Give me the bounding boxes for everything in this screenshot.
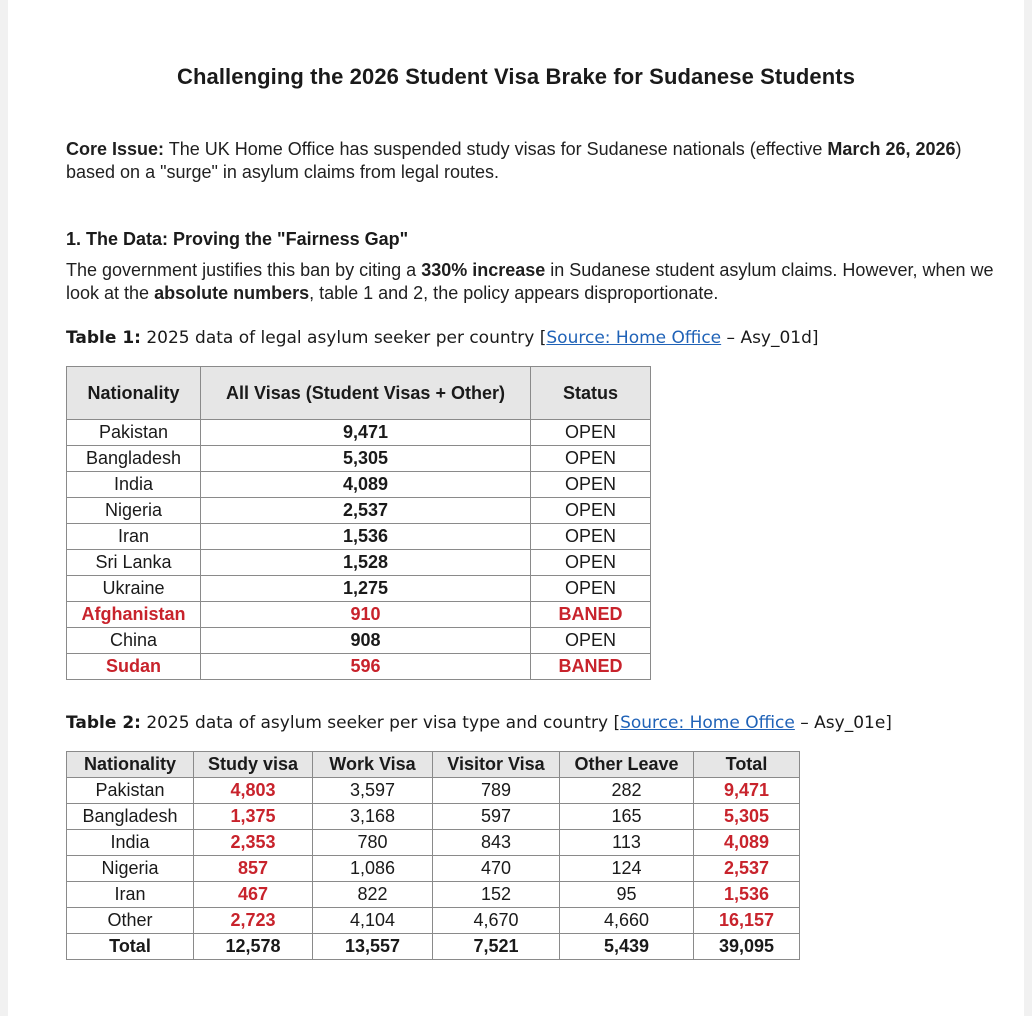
table-2-source-link[interactable]: Source: Home Office (620, 713, 795, 733)
section-1-text-c: , table 1 and 2, the policy appears disproportionate. (309, 283, 719, 303)
table-row (67, 446, 651, 472)
table-2-source-suffix: – Asy_01e] (794, 713, 892, 733)
visitor-visa-cell: 152 (433, 882, 560, 908)
section-1-text-a: The government justifies this ban by citing a (66, 260, 422, 280)
total-cell: 1,536 (694, 882, 800, 908)
table-1-caption-text: 2025 data of legal asylum seeker per country [ (140, 328, 547, 348)
nationality-cell: Pakistan (67, 420, 201, 446)
table-2-header-row (67, 752, 800, 778)
table-1-header-cell: Nationality (67, 367, 201, 420)
other-leave-cell: 165 (560, 804, 694, 830)
section-1-text-b: in Sudanese student asylum claims. However, when we look at the (66, 260, 994, 303)
status-cell: OPEN (531, 576, 651, 602)
core-issue-text-a: The UK Home Office has suspended study visas for Sudanese nationals (effective (164, 139, 828, 159)
table-2-header-cell: Total (694, 752, 800, 778)
status-cell: OPEN (531, 472, 651, 498)
nationality-cell: Ukraine (67, 576, 201, 602)
table-row (67, 576, 651, 602)
other-leave-cell: 95 (560, 882, 694, 908)
table-row (67, 602, 651, 628)
table-2-header-cell: Other Leave (560, 752, 694, 778)
work-visa-cell: 1,086 (313, 856, 433, 882)
status-cell: OPEN (531, 550, 651, 576)
visitor-visa-cell: 843 (433, 830, 560, 856)
all-visas-cell: 5,305 (201, 446, 531, 472)
table-1-source-link[interactable]: Source: Home Office (546, 328, 722, 348)
table-1-header-cell: Status (531, 367, 651, 420)
study-visa-cell: 467 (194, 882, 313, 908)
table-row (67, 472, 651, 498)
status-cell: OPEN (531, 498, 651, 524)
visitor-visa-total-cell: 7,521 (433, 934, 560, 960)
nationality-cell: Nigeria (67, 498, 201, 524)
core-issue-date: March 26, 2026 (827, 139, 956, 159)
work-visa-cell: 822 (313, 882, 433, 908)
table-2-header-cell: Work Visa (313, 752, 433, 778)
all-visas-cell: 1,275 (201, 576, 531, 602)
other-leave-total-cell: 5,439 (560, 934, 694, 960)
core-issue-label: Core Issue: (66, 139, 165, 159)
table-1-label: Table 1: (66, 328, 141, 348)
nationality-cell: Iran (67, 882, 194, 908)
status-cell: BANED (531, 602, 651, 628)
other-leave-cell: 4,660 (560, 908, 694, 934)
table-row (67, 882, 800, 908)
table-1-caption (66, 328, 819, 348)
table-2-label: Table 2: (66, 713, 141, 733)
table-1-header-cell: All Visas (Student Visas + Other) (201, 367, 531, 420)
total-cell: 5,305 (694, 804, 800, 830)
table-2-header-cell: Nationality (67, 752, 194, 778)
table-1-source-suffix: – Asy_01d] (721, 328, 819, 348)
table-2-header-cell: Study visa (194, 752, 313, 778)
table-row (67, 830, 800, 856)
study-visa-cell: 2,353 (194, 830, 313, 856)
all-visas-cell: 9,471 (201, 420, 531, 446)
total-cell: 4,089 (694, 830, 800, 856)
study-visa-cell: 857 (194, 856, 313, 882)
section-1-paragraph (66, 259, 996, 305)
table-2-caption-text: 2025 data of asylum seeker per visa type and country [ (140, 713, 621, 733)
work-visa-cell: 3,597 (313, 778, 433, 804)
total-cell: 2,537 (694, 856, 800, 882)
work-visa-cell: 780 (313, 830, 433, 856)
table-row (67, 804, 800, 830)
nationality-cell: Pakistan (67, 778, 194, 804)
absolute-numbers-phrase: absolute numbers (154, 283, 310, 303)
core-issue-text-b: ) based on a "surge" in asylum claims from legal routes. (66, 139, 962, 182)
totals-label-cell: Total (67, 934, 194, 960)
nationality-cell: India (67, 830, 194, 856)
table-row (67, 856, 800, 882)
table-row (67, 778, 800, 804)
table-row (67, 420, 651, 446)
work-visa-cell: 3,168 (313, 804, 433, 830)
nationality-cell: Afghanistan (67, 602, 201, 628)
table-2 (66, 751, 800, 960)
table-row (67, 524, 651, 550)
nationality-cell: Other (67, 908, 194, 934)
all-visas-cell: 910 (201, 602, 531, 628)
total-cell: 16,157 (694, 908, 800, 934)
visitor-visa-cell: 470 (433, 856, 560, 882)
study-visa-cell: 4,803 (194, 778, 313, 804)
core-issue-paragraph (66, 138, 996, 184)
table-row (67, 498, 651, 524)
table-1 (66, 366, 651, 680)
table-1-header-row (67, 367, 651, 420)
table-row (67, 628, 651, 654)
total-cell: 9,471 (694, 778, 800, 804)
all-visas-cell: 908 (201, 628, 531, 654)
table-row (67, 550, 651, 576)
totals-row (67, 934, 800, 960)
work-visa-total-cell: 13,557 (313, 934, 433, 960)
visitor-visa-cell: 4,670 (433, 908, 560, 934)
study-visa-cell: 2,723 (194, 908, 313, 934)
other-leave-cell: 113 (560, 830, 694, 856)
nationality-cell: Bangladesh (67, 804, 194, 830)
nationality-cell: Nigeria (67, 856, 194, 882)
all-visas-cell: 596 (201, 654, 531, 680)
table-2-caption (66, 713, 892, 733)
nationality-cell: Bangladesh (67, 446, 201, 472)
table-row (67, 654, 651, 680)
status-cell: BANED (531, 654, 651, 680)
section-1-heading: 1. The Data: Proving the "Fairness Gap" (66, 229, 409, 249)
other-leave-cell: 124 (560, 856, 694, 882)
table-2-header-cell: Visitor Visa (433, 752, 560, 778)
increase-figure: 330% increase (421, 260, 546, 280)
status-cell: OPEN (531, 524, 651, 550)
all-visas-cell: 2,537 (201, 498, 531, 524)
all-visas-cell: 1,536 (201, 524, 531, 550)
nationality-cell: Iran (67, 524, 201, 550)
study-visa-total-cell: 12,578 (194, 934, 313, 960)
nationality-cell: China (67, 628, 201, 654)
document-title: Challenging the 2026 Student Visa Brake for Sudanese Students (176, 64, 856, 89)
visitor-visa-cell: 789 (433, 778, 560, 804)
status-cell: OPEN (531, 446, 651, 472)
other-leave-cell: 282 (560, 778, 694, 804)
work-visa-cell: 4,104 (313, 908, 433, 934)
nationality-cell: India (67, 472, 201, 498)
status-cell: OPEN (531, 628, 651, 654)
nationality-cell: Sudan (67, 654, 201, 680)
visitor-visa-cell: 597 (433, 804, 560, 830)
status-cell: OPEN (531, 420, 651, 446)
nationality-cell: Sri Lanka (67, 550, 201, 576)
table-row (67, 908, 800, 934)
grand-total-cell: 39,095 (694, 934, 800, 960)
all-visas-cell: 4,089 (201, 472, 531, 498)
all-visas-cell: 1,528 (201, 550, 531, 576)
study-visa-cell: 1,375 (194, 804, 313, 830)
